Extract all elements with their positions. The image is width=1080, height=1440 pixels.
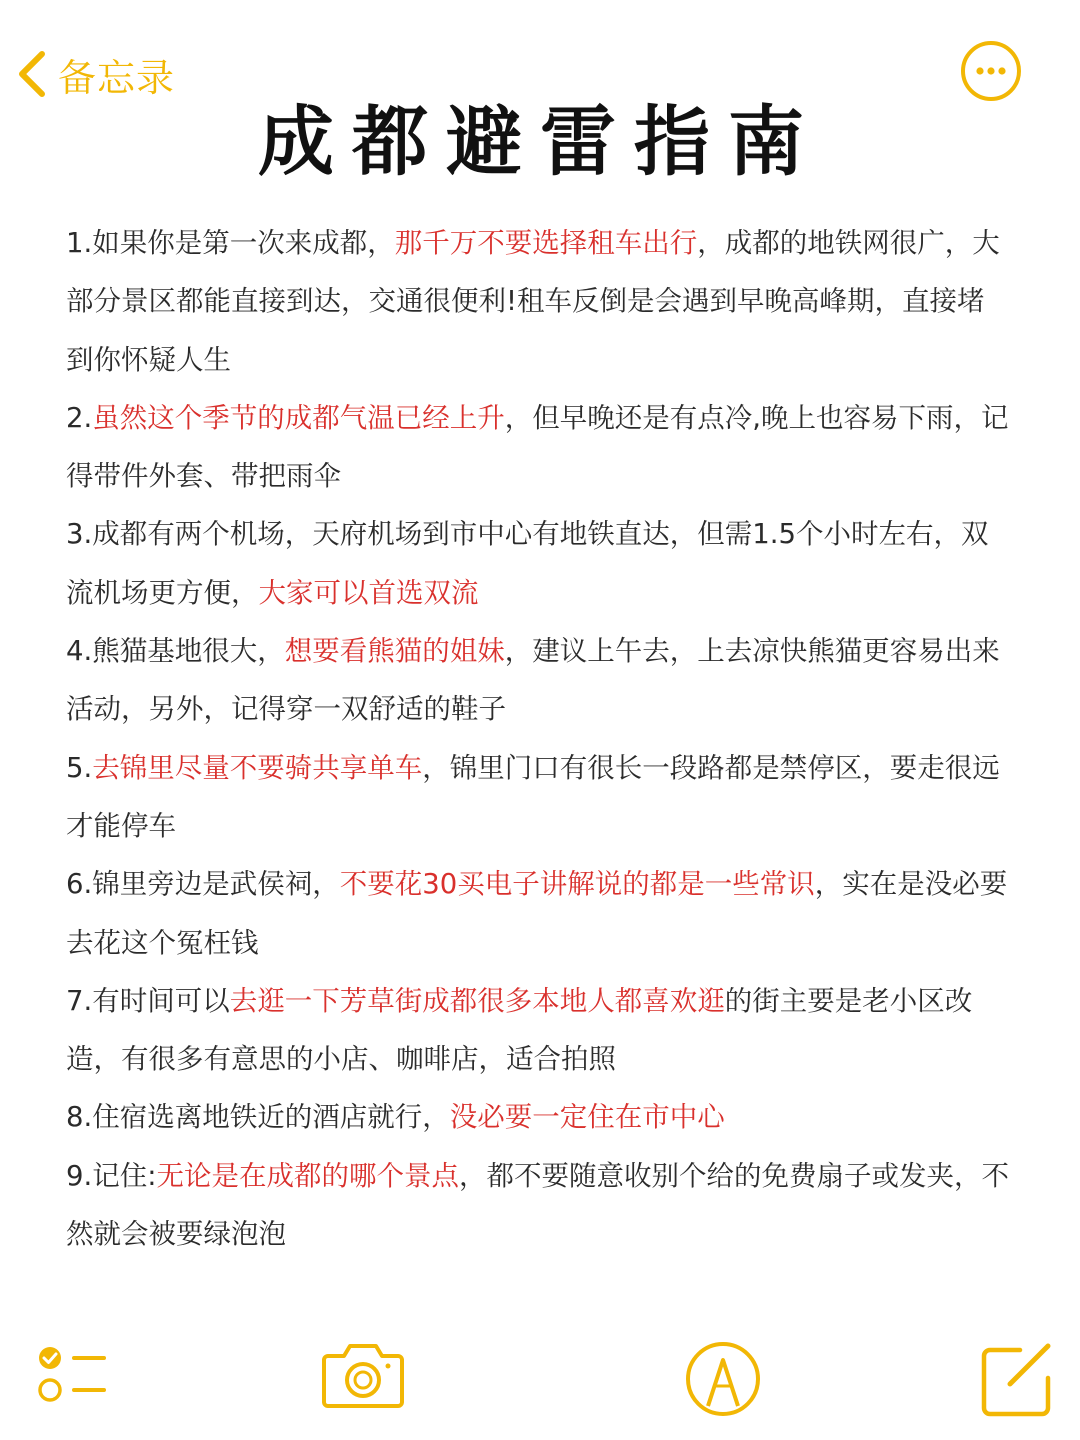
camera-icon[interactable] (322, 1338, 404, 1410)
note-text: ，建议上午去，上去凉快熊猫更容易出来活动，另外，记得穿一双舒适的鞋子 (66, 635, 1000, 726)
note-text: 6.锦里旁边是武侯祠， (66, 868, 340, 901)
note-body[interactable] (66, 214, 1010, 1263)
note-item-5 (66, 739, 1010, 856)
note-title: 成都避雷指南 (258, 97, 822, 186)
note-text: ，锦里门口有很长一段路都是禁停区，要走很远才能停车 (66, 751, 1000, 842)
note-item-2 (66, 389, 1010, 506)
back-label: 备忘录 (58, 55, 176, 100)
pen-tip-icon[interactable] (684, 1340, 762, 1418)
note-text: ，成都的地铁网很广，大部分景区都能直接到达，交通很便利!租车反倒是会遇到早晚高峰期，直接堵到你怀疑人生 (66, 227, 1000, 376)
checklist-icon[interactable] (36, 1342, 110, 1410)
note-text: 1.如果你是第一次来成都， (66, 227, 395, 259)
note-highlight: 虽然这个季节的成都气温已经上升 (92, 401, 505, 434)
note-text: 9.记住: (66, 1159, 157, 1192)
note-item-7 (66, 972, 1010, 1089)
note-item-4 (66, 622, 1010, 739)
note-item-9 (66, 1147, 1010, 1264)
note-item-8 (66, 1088, 1010, 1146)
note-highlight: 去锦里尽量不要骑共享单车 (92, 751, 423, 784)
note-text: 2. (66, 401, 93, 434)
note-text: 4.熊猫基地很大， (66, 635, 285, 668)
note-highlight: 没必要一定住在市中心 (449, 1101, 725, 1134)
note-text: 的街主要是老小区改造，有很多有意思的小店、咖啡店，适合拍照 (66, 984, 973, 1076)
note-text: 7.有时间可以 (66, 984, 230, 1017)
note-highlight: 那千万不要选择租车出行 (394, 227, 698, 259)
note-highlight: 不要花30买电子讲解说的都是一些常识 (339, 868, 815, 901)
note-text: 8.住宿选离地铁近的酒店就行， (66, 1101, 450, 1134)
note-highlight: 去逛一下芳草街成都很多本地人都喜欢逛 (229, 984, 725, 1017)
note-highlight: 大家可以首选双流 (258, 576, 479, 609)
note-text: ，但早晚还是有点冷,晚上也容易下雨，记得带件外套、带把雨伞 (66, 401, 1009, 493)
note-text: ，都不要随意收别个给的免费扇子或发夹，不然就会被要绿泡泡 (66, 1159, 1010, 1251)
note-item-6 (66, 855, 1010, 972)
bottom-toolbar (0, 1330, 1080, 1430)
note-highlight: 无论是在成都的哪个景点 (156, 1159, 460, 1192)
note-item-3 (66, 505, 1010, 622)
note-item-1 (66, 214, 1010, 389)
note-highlight: 想要看熊猫的姐妹 (284, 635, 505, 668)
note-text: 5. (66, 751, 93, 784)
note-text: ，实在是没必要去花这个冤枉钱 (66, 868, 1008, 959)
note-text: 3.成都有两个机场，天府机场到市中心有地铁直达，但需1.5个小时左右，双流机场更方便， (66, 518, 989, 609)
compose-icon[interactable] (976, 1338, 1056, 1418)
